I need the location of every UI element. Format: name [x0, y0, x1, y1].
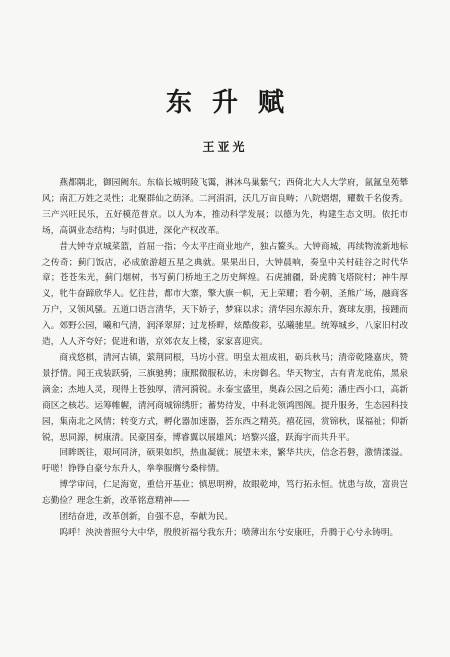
author-name: 王亚光 — [202, 140, 248, 154]
article-body — [42, 176, 408, 542]
paragraph-6: 团结奋进，改革创新，自强不息，奉献为民。 — [59, 512, 234, 523]
paragraph-1: 燕都隅北，御园阙东。东临长城明陵飞霭，淋沐鸟巢紫气；西倚北大人大学府，氤氲皇苑攀风；南汇万姓之灵性；北聚群仙之荫泽。二河涓涓，沃几万亩良畴；八院熠熠，耀数千名俊秀。三产兴旺民乐，五好模范普京。以人为本，推动科学发展；以德为先，构建生态文明。依托市场，高调业态结构；与时俱进，深化产权改革。 — [42, 178, 408, 236]
paragraph-5: 博学审问，仁足海宽，重信开基业；慎思明辨，故眼乾坤，笃行拓永恒。忧患与故，富贵岂忘勤俭？理念生新，改革铭意精神—— — [42, 480, 408, 507]
page-title: 东升赋 — [165, 88, 304, 118]
paragraph-3: 商戎悠棋，清河古镇，萦荆同根，马坊小营。明皇太祖成祖，砺兵秋马；清帝乾隆嘉庆，赞景抒情。闻王戎装跃骑，三旗驰骋；康熙微服私访，未房御名。华天物宝，古有青龙庇佑，黑泉滴金；杰地人灵，现得上苍独厚，清河漪锐。永泰宝盛里，奥森公园之后苑；潘庄西小口，高新商区之核芯。运筹帷幄，清河商城锦绣肝；蓄势待发，中科北领鸿图阁。提升服务，生态园科技园，集南北之风情；转变方式，孵化器加速器，荟东西之精英。禧花园，赏锦秋，谋福祉；仰新锐，思同源，树康清。民豪国泰，博睿翼以展雄风；培黎兴盛，跃海宇而共升平。 — [42, 352, 408, 443]
paragraph-2: 昔大钟寺京城菜篮，首屈一指；今太平庄商业地产，独占鳌头。大钟商城，再续物流新地标之传奇；蓟门饭店，必成旅游超五星之典就。果果出日，大钟晨响，奏皇中关村硅谷之时代华章；苍苍朱光，蓟门烟树，书写蓟门桥地王之历史辉煌。石虎捕疆，卧虎腾飞塔院村；神牛厚义，牝牛奋蹄欣华人。忆往昔，都市大寨，擎大旗一帜，无上荣耀；看今朝，圣熊广场，融商客万户，又领风骚。五道口语言清华，天下娇子，梦寐以求；清华园东源东升，赛球友朋，接踵而入。郊野公园，曦和气清，润泽翠屏；过龙桥畔，炫酷俊彩，弘曦驰星。统筹城乡，八家旧村改造，人人齐夸好；促进和谐，京郊农友上楼，家家喜迎宾。 — [42, 241, 408, 348]
paragraph-4: 回眸既往，艰坷同济，硕果如织，热血凝就；展望未来，繁华共庆，信念若磐，激情漾溢。吁嗟！铮铮自豪兮东升人，拳拳服膺兮桑梓情。 — [42, 448, 408, 475]
paragraph-7: 呜呼！泱泱普照兮大中华，殷殷祈福兮我东升；喷薄出东兮安康旺，升腾于心兮永铸明。 — [59, 527, 399, 538]
